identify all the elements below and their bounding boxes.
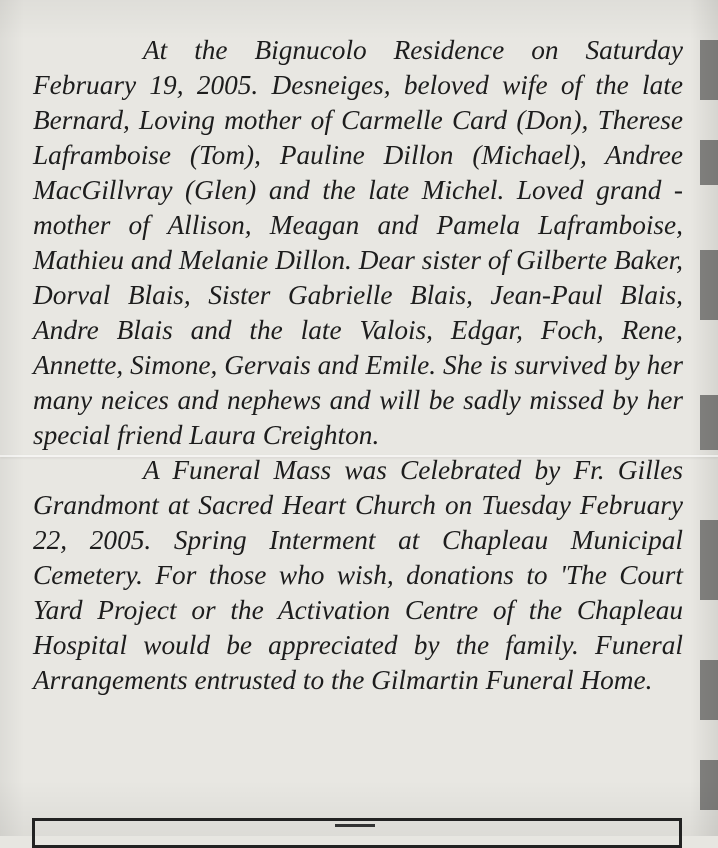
- obituary-paragraph-2: A Funeral Mass was Celebrated by Fr. Gilles Grandmont at Sacred Heart Church on Tuesday February 22, 2005. Spring Interment at Chapleau Municipal Cemetery. For those who wish, donations to 'The Court Yard Project or the Activation Centre of the Chapleau Hospital would be appreciated by the family. Funeral Arrangements entrusted to the Gilmartin Funeral Home.: [33, 455, 683, 695]
- box-header-mark: [335, 824, 375, 833]
- obituary-text: [33, 33, 683, 698]
- adjacent-column-edge: [690, 0, 718, 836]
- obituary-paragraph-1: At the Bignucolo Residence on Saturday February 19, 2005. Desneiges, beloved wife of the late Bernard, Loving mother of Carmelle Card (Don), Therese Laframboise (Tom), Pauline Dillon (Michael), Andree MacGillvray (Glen) and the late Michel. Loved grand -mother of Allison, Meagan and Pamela Laframboise, Mathieu and Melanie Dillon. Dear sister of Gilberte Baker, Dorval Blais, Sister Gabrielle Blais, Jean-Paul Blais, Andre Blais and the late Valois, Edgar, Foch, Rene, Annette, Simone, Gervais and Emile. She is survived by her many neices and nephews and will be sadly missed by her special friend Laura Creighton.: [33, 35, 683, 450]
- next-article-box-edge: [32, 818, 682, 848]
